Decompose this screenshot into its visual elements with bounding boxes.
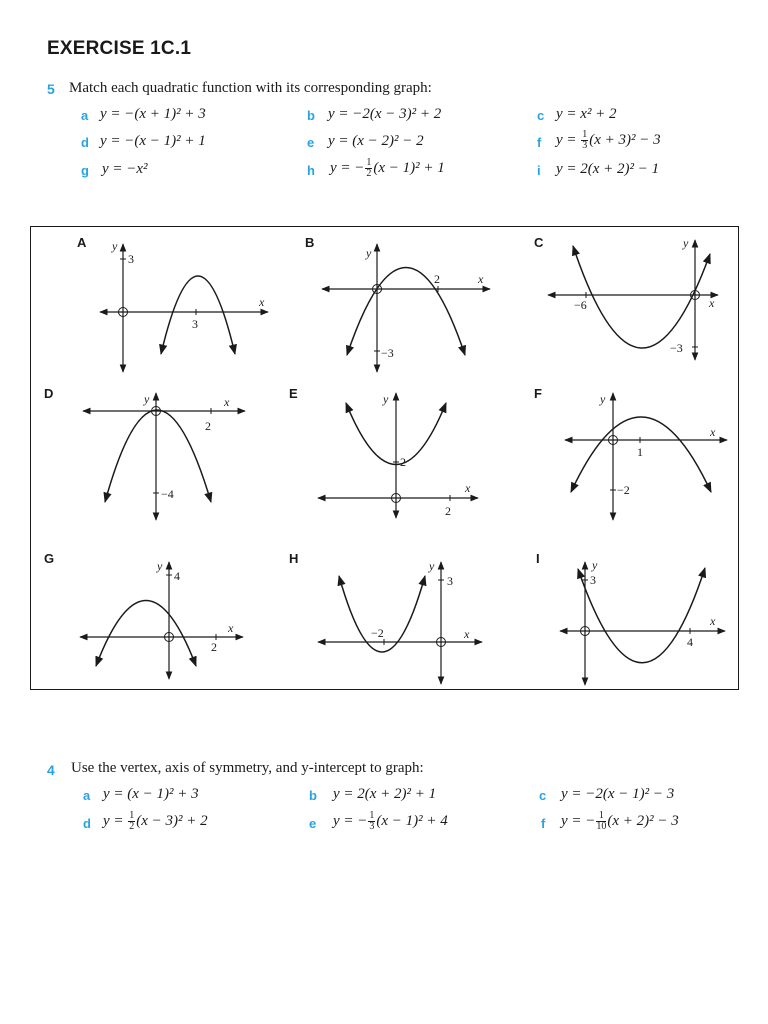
q4-equation-d: y = $\frac{1}{2}$ (x − 3)² + 2 [103, 810, 208, 832]
q5-label-d: d [81, 135, 89, 150]
question-number-5: 5 [47, 81, 55, 97]
question-5-text: Match each quadratic function with its corresponding graph: [69, 80, 432, 96]
q5-equation-c: y = x² + 2 [556, 106, 617, 122]
graph-d-y-label: y [144, 392, 150, 406]
graph-letter-e: E [289, 386, 298, 401]
q5-label-a: a [81, 108, 89, 123]
graph-h-label-1: −2 [371, 626, 384, 640]
graph-letter-i: I [536, 551, 540, 566]
q5-equation-a: y = −(x + 1)² + 3 [100, 106, 206, 122]
graph-f-label-1: 1 [637, 445, 643, 459]
graph-h-x-label: x [464, 627, 470, 641]
graph-c-x-label: x [709, 296, 715, 310]
q4-equation-e: y = − $\frac{1}{3}$ (x − 1)² + 4 [333, 810, 448, 832]
graph-e-label-1: 2 [445, 504, 451, 518]
question-number-4: 4 [47, 762, 55, 778]
graph-h-label-2: 3 [447, 574, 453, 588]
q4-label-d: d [83, 816, 91, 831]
graph-letter-g: G [44, 551, 55, 566]
graph-i-label-2: 4 [687, 635, 693, 649]
graph-a-x-label: x [259, 295, 265, 309]
q4-equation-f: y = − $\frac{1}{10}$ (x + 2)² − 3 [561, 810, 679, 832]
q5-equation-f: y = $\frac{1}{3}$ (x + 3)² − 3 [556, 129, 661, 151]
graph-a-y-label: y [112, 239, 118, 253]
graph-h-y-label: y [429, 559, 435, 573]
graph-a-label-2: 3 [192, 317, 198, 331]
q5-equation-g: y = −x² [102, 161, 148, 177]
q4-label-f: f [541, 816, 546, 831]
graph-i-y-label: y [592, 558, 598, 572]
q5-equation-d: y = −(x − 1)² + 1 [100, 133, 206, 149]
graph-c-label-2: −3 [670, 341, 683, 355]
exercise-title: EXERCISE 1C.1 [47, 38, 192, 59]
graph-d-x-label: x [224, 395, 230, 409]
graph-c-y-label: y [683, 236, 689, 250]
q5-equation-e: y = (x − 2)² − 2 [328, 133, 424, 149]
graph-b-label-2: −3 [381, 346, 394, 360]
q5-label-h: h [307, 163, 315, 178]
graph-c-label-1: −6 [574, 298, 587, 312]
q5-label-i: i [537, 163, 541, 178]
graph-e-y-label: y [383, 392, 389, 406]
graph-e-x-label: x [465, 481, 471, 495]
graph-letter-a: A [77, 235, 87, 250]
graph-letter-h: H [289, 551, 299, 566]
q4-label-e: e [309, 816, 317, 831]
q4-label-a: a [83, 788, 91, 803]
graph-f-x-label: x [710, 425, 716, 439]
graph-b-y-label: y [366, 246, 372, 260]
graph-e-label-2: 2 [400, 455, 406, 469]
q5-label-b: b [307, 108, 315, 123]
q5-equation-b: y = −2(x − 3)² + 2 [328, 106, 442, 122]
graph-g-label-2: 2 [211, 640, 217, 654]
graph-f-y-label: y [600, 392, 606, 406]
graph-letter-f: F [534, 386, 542, 401]
q5-label-e: e [307, 135, 315, 150]
graph-f-label-2: −2 [617, 483, 630, 497]
graph-letter-c: C [534, 235, 544, 250]
graph-b-x-label: x [478, 272, 484, 286]
q4-equation-b: y = 2(x + 2)² + 1 [333, 786, 437, 802]
q5-equation-h: y = − $\frac{1}{2}$ (x − 1)² + 1 [330, 157, 445, 179]
graph-i-label-1: 3 [590, 573, 596, 587]
graph-letter-d: D [44, 386, 54, 401]
question-4-text: Use the vertex, axis of symmetry, and y-intercept to graph: [71, 760, 424, 776]
graph-a-label-1: 3 [128, 252, 134, 266]
graph-d-label-2: −4 [161, 487, 174, 501]
graph-g-label-1: 4 [174, 569, 180, 583]
graph-letter-b: B [305, 235, 315, 250]
q5-label-c: c [537, 108, 545, 123]
q4-label-b: b [309, 788, 317, 803]
graph-g-x-label: x [228, 621, 234, 635]
graph-g-y-label: y [157, 559, 163, 573]
q4-equation-c: y = −2(x − 1)² − 3 [561, 786, 675, 802]
q4-label-c: c [539, 788, 547, 803]
q4-equation-a: y = (x − 1)² + 3 [103, 786, 199, 802]
graph-i-x-label: x [710, 614, 716, 628]
graph-b-label-1: 2 [434, 272, 440, 286]
q5-label-f: f [537, 135, 542, 150]
q5-label-g: g [81, 163, 89, 178]
graph-d-label-1: 2 [205, 419, 211, 433]
q5-equation-i: y = 2(x + 2)² − 1 [556, 161, 660, 177]
